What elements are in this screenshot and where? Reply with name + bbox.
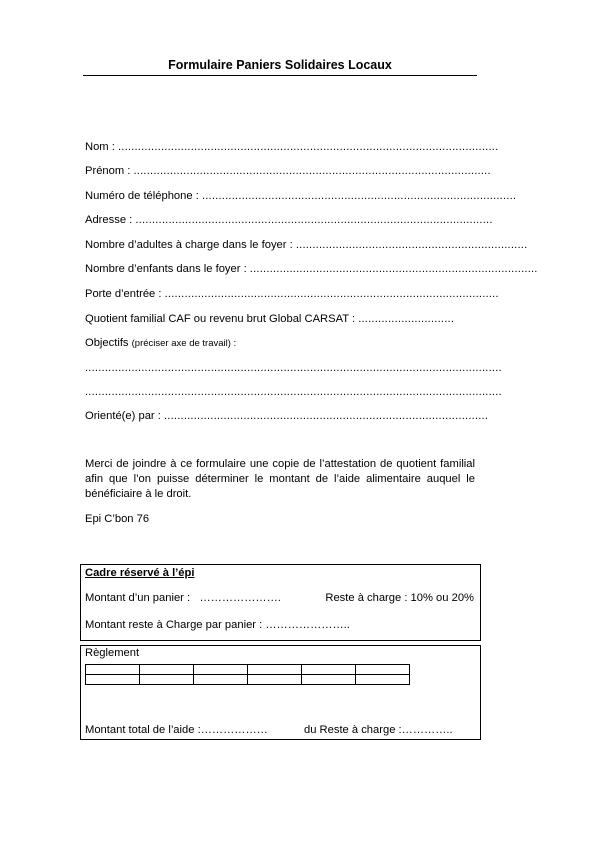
field-enfants[interactable] — [85, 261, 538, 277]
field-adultes-dots: ...................................................................... — [295, 239, 528, 251]
field-quotient[interactable] — [85, 311, 475, 327]
field-nom-label: Nom : — [85, 141, 115, 153]
reglement-box — [80, 645, 481, 740]
reglement-table-row — [86, 675, 410, 685]
reste-charge-text: Reste à charge : 10% ou 20% — [325, 592, 474, 604]
du-reste-dots: ………….. — [401, 724, 453, 736]
field-porte-label: Porte d’entrée : — [85, 288, 162, 300]
field-oriente[interactable] — [85, 408, 489, 424]
field-objectifs — [85, 335, 475, 351]
field-objectifs-line-2[interactable] — [85, 384, 502, 400]
du-reste-label: du Reste à charge : — [304, 724, 402, 736]
reglement-title: Règlement — [85, 647, 140, 659]
field-telephone[interactable] — [85, 188, 517, 204]
field-prenom-label: Prénom : — [85, 165, 131, 177]
reglement-cell[interactable] — [194, 665, 248, 675]
title-underline — [83, 75, 477, 76]
field-nom-dots: ................................................................................................................... — [117, 141, 499, 153]
reserved-box-title: Cadre réservé à l’épi — [85, 567, 195, 579]
montant-total-label: Montant total de l’aide : — [85, 724, 201, 736]
reglement-cell[interactable] — [248, 675, 302, 685]
reglement-cell[interactable] — [356, 665, 410, 675]
reste-par-panier-dots: ………………….. — [265, 619, 350, 631]
field-quotient-dots: ............................. — [358, 313, 455, 325]
reglement-table-row — [86, 665, 410, 675]
field-objectifs-line-1[interactable] — [85, 360, 502, 376]
field-objectifs-note: (préciser axe de travail) : — [131, 338, 237, 349]
du-reste-field[interactable] — [304, 724, 453, 736]
field-adresse[interactable] — [85, 212, 493, 228]
montant-panier-dots: …………………. — [199, 592, 281, 604]
montant-panier-field[interactable] — [85, 592, 281, 604]
field-prenom-dots: ............................................................................................................ — [133, 165, 491, 177]
field-adresse-label: Adresse : — [85, 214, 133, 226]
objectifs-line-2-dots: .............................................................................................................................. — [85, 386, 502, 398]
field-enfants-label: Nombre d’enfants dans le foyer : — [85, 263, 247, 275]
instructions-paragraph: Merci de joindre à ce formulaire une copie de l’attestation de quotient familial afin que l’on puisse déterminer le montant de l’aide alimentaire auquel le bénéficiaire à le droit. — [85, 458, 475, 500]
field-adultes-label: Nombre d’adultes à charge dans le foyer : — [85, 239, 293, 251]
field-nom[interactable] — [85, 139, 499, 155]
field-oriente-label: Orienté(e) par : — [85, 410, 161, 422]
form-title: Formulaire Paniers Solidaires Locaux — [168, 58, 392, 72]
reste-par-panier-field[interactable] — [85, 619, 350, 631]
reste-par-panier-label: Montant reste à Charge par panier : — [85, 619, 263, 631]
reglement-table — [85, 664, 410, 685]
objectifs-line-1-dots: .............................................................................................................................. — [85, 362, 502, 374]
field-enfants-dots: ....................................................................................... — [249, 263, 538, 275]
reglement-cell[interactable] — [248, 665, 302, 675]
organization-signature: Epi C’bon 76 — [85, 513, 150, 525]
field-porte[interactable] — [85, 286, 499, 302]
field-quotient-label: Quotient familial CAF ou revenu brut Global CARSAT : — [85, 313, 356, 325]
field-porte-dots: ..................................................................................................... — [164, 288, 499, 300]
reglement-cell[interactable] — [140, 675, 194, 685]
field-adultes[interactable] — [85, 237, 528, 253]
field-telephone-label: Numéro de téléphone : — [85, 190, 199, 202]
reglement-cell[interactable] — [302, 665, 356, 675]
reglement-cell[interactable] — [302, 675, 356, 685]
reglement-cell[interactable] — [194, 675, 248, 685]
montant-total-dots: ……………… — [200, 724, 268, 736]
reserved-box — [80, 564, 481, 641]
montant-panier-label: Montant d’un panier : — [85, 592, 191, 604]
reglement-cell[interactable] — [86, 675, 140, 685]
montant-total-field[interactable] — [85, 724, 268, 736]
reglement-cell[interactable] — [140, 665, 194, 675]
field-prenom[interactable] — [85, 163, 491, 179]
field-adresse-dots: ............................................................................................................ — [135, 214, 493, 226]
reglement-cell[interactable] — [356, 675, 410, 685]
field-oriente-dots: .................................................................................................. — [163, 410, 489, 422]
reglement-cell[interactable] — [86, 665, 140, 675]
field-telephone-dots: ............................................................................................... — [201, 190, 517, 202]
field-objectifs-label: Objectifs — [85, 337, 132, 349]
